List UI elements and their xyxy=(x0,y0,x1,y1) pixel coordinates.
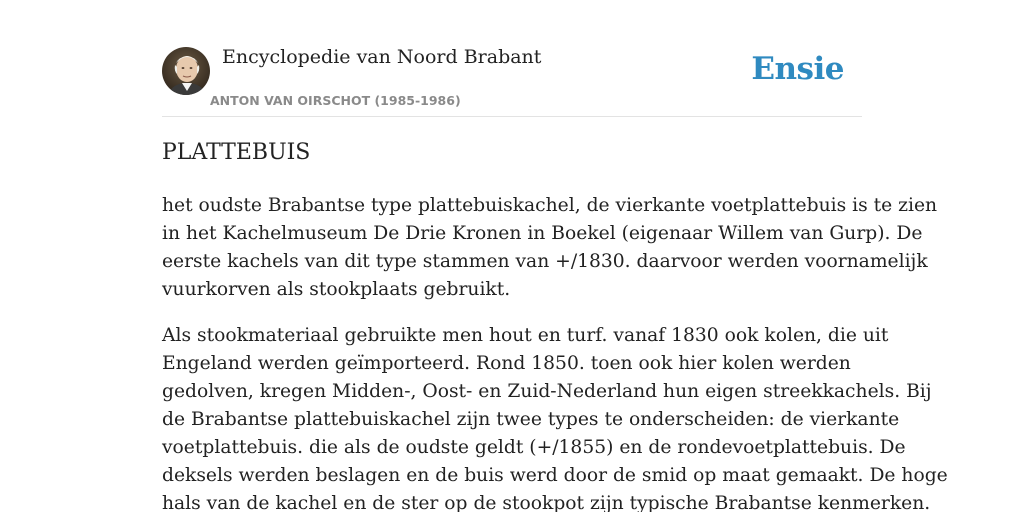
text-line: gedolven, kregen Midden-, Oost- en Zuid-Nederland hun eigen streekkachels. Bij xyxy=(162,381,932,402)
text-line: voetplattebuis. die als de oudste geldt (+/1855) en de rondevoetplattebuis. De xyxy=(162,437,906,458)
text-line: Engeland werden geïmporteerd. Rond 1850. toen ook hier kolen werden xyxy=(162,353,851,374)
text-line: in het Kachelmuseum De Drie Kronen in Boekel (eigenaar Willem van Gurp). De xyxy=(162,223,923,244)
author-portrait-icon[interactable] xyxy=(162,47,210,95)
ensie-logo[interactable]: Ensie xyxy=(751,51,844,87)
text-line: de Brabantse plattebuiskachel zijn twee types te onderscheiden: de vierkante xyxy=(162,409,900,430)
text-line: vuurkorven als stookplaats gebruikt. xyxy=(162,279,511,300)
book-title[interactable]: Encyclopedie van Noord Brabant xyxy=(222,46,542,68)
paragraph xyxy=(162,322,948,512)
author-name[interactable]: ANTON VAN OIRSCHOT (1985-1986) xyxy=(210,93,461,108)
text-line: hals van de kachel en de ster op de stookpot zijn typische Brabantse kenmerken. xyxy=(162,493,931,512)
text-line: deksels werden beslagen en de buis werd door de smid op maat gemaakt. De hoge xyxy=(162,465,948,486)
page-title: PLATTEBUIS xyxy=(162,140,311,165)
paragraph xyxy=(162,192,938,304)
text-line: eerste kachels van dit type stammen van +/1830. daarvoor werden voornamelijk xyxy=(162,251,928,272)
text-line: Als stookmateriaal gebruikte men hout en turf. vanaf 1830 ook kolen, die uit xyxy=(162,325,889,346)
header xyxy=(162,40,862,117)
text-line: het oudste Brabantse type plattebuiskachel, de vierkante voetplattebuis is te zien xyxy=(162,195,938,216)
article-body xyxy=(162,192,948,512)
